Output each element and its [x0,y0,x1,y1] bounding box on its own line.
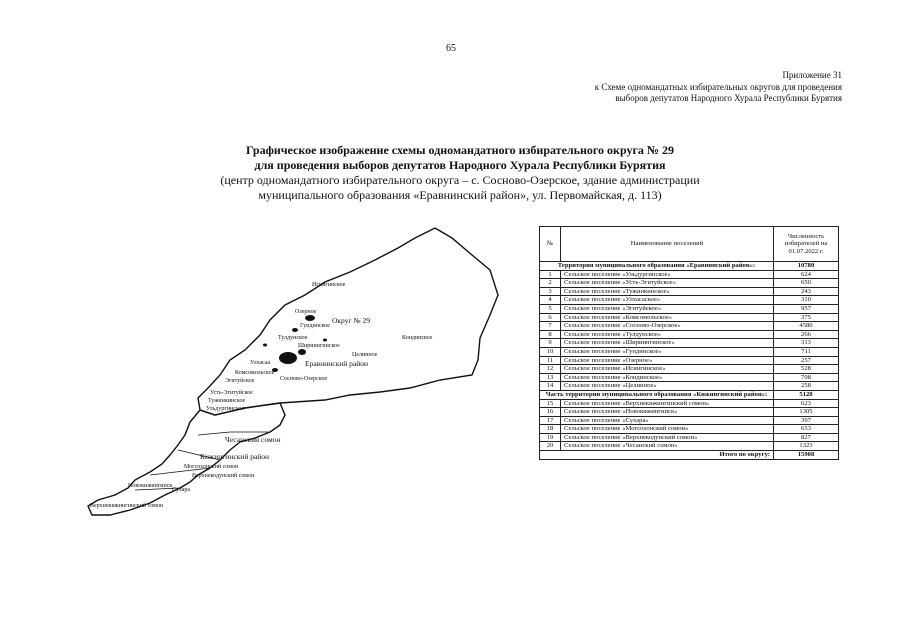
table-header-row [540,227,839,262]
row-name: Сельское поселение «Усть-Эгитуйское» [561,279,774,288]
header-voters: Численность избирателей на 01.07.2022 г. [774,227,839,262]
title-line-2: для проведения выборов депутатов Народного Хурала Республики Бурятия [254,158,666,172]
label-mogsokhonsky: Могсохонский сомон [184,464,239,470]
table-row [540,296,839,305]
group-value: 10780 [774,262,839,271]
label-uldurginskoe: Ульдургинское [206,406,245,412]
table-row [540,425,839,434]
row-number: 1 [540,270,561,279]
row-number: 11 [540,356,561,365]
table-row [540,356,839,365]
label-ozernoe: Озерное [295,309,317,315]
table-row [540,382,839,391]
label-ust-egituy: Усть-Эгитуйское [210,390,253,396]
row-name: Сельское поселение «Шириингинское» [561,339,774,348]
row-number: 19 [540,433,561,442]
row-name: Сельское поселение «Озерное» [561,356,774,365]
row-number: 6 [540,313,561,322]
table-row [540,416,839,425]
label-sukhara: Сухара [172,487,191,493]
table-row [540,442,839,451]
table-total-row [540,451,839,460]
row-value: 1305 [774,408,839,417]
table-row [540,287,839,296]
label-tuldunskoe: Тулдунское [278,335,308,341]
row-value: 624 [774,270,839,279]
row-number: 3 [540,287,561,296]
title-line-1: Графическое изображение схемы одномандатного избирательного округа № 29 [246,143,674,157]
row-number: 16 [540,408,561,417]
table-row [540,313,839,322]
row-value: 397 [774,416,839,425]
label-isinginskoe: Исингинское [312,282,346,288]
row-number: 18 [540,425,561,434]
row-value: 243 [774,287,839,296]
row-value: 313 [774,339,839,348]
label-district-29: Округ № 29 [332,316,370,325]
total-value: 15908 [774,451,839,460]
title-line-3: (центр одномандатного избирательного округа – с. Сосново-Озерское, здание администрации [220,173,700,187]
row-value: 257 [774,356,839,365]
row-number: 4 [540,296,561,305]
table-row [540,373,839,382]
label-gundinskoe: Гундинское [300,323,330,329]
appendix-line-1: Приложение 31 [782,70,842,80]
row-name: Сельское поселение «Кондинское» [561,373,774,382]
district-map-outline [80,210,510,540]
row-number: 14 [540,382,561,391]
row-name: Сельское поселение «Сосново-Озерское» [561,322,774,331]
row-number: 7 [540,322,561,331]
table-row [540,365,839,374]
settlements-table [539,226,839,460]
row-value: 528 [774,365,839,374]
row-value: 310 [774,296,839,305]
header-name: Наименование поселений [561,227,774,262]
row-name: Сельское поселение «Верхнекижингинский сомон» [561,399,774,408]
row-number: 9 [540,339,561,348]
row-value: 266 [774,330,839,339]
page-number: 65 [446,43,456,54]
row-value: 623 [774,399,839,408]
label-komsomolskoe: Комсомольское [235,370,275,376]
group-value: 5128 [774,390,839,399]
row-value: 375 [774,313,839,322]
row-name: Сельское поселение «Тулдунское» [561,330,774,339]
label-shiringinskoe: Шириингинское [298,343,340,349]
table-row [540,399,839,408]
label-ulkhasaa: Улхасаа [250,360,271,366]
row-name: Сельское поселение «Верхнекодунский сомон» [561,433,774,442]
row-name: Сельское поселение «Исингинское» [561,365,774,374]
row-value: 827 [774,433,839,442]
table-row [540,279,839,288]
table-row [540,322,839,331]
row-value: 650 [774,279,839,288]
row-number: 17 [540,416,561,425]
label-egituyskoe: Эгитуйское [225,378,255,384]
district-map [80,210,510,540]
table-row [540,304,839,313]
table-group-row [540,262,839,271]
label-kizhinginsky: Кижингинский район [200,452,270,461]
title-line-4: муниципального образования «Еравнинский район», ул. Первомайская, д. 113) [258,188,662,202]
row-number: 12 [540,365,561,374]
row-name: Сельское поселение «Гундинское» [561,347,774,356]
row-value: 1323 [774,442,839,451]
table-row [540,347,839,356]
table-row [540,270,839,279]
table-row [540,330,839,339]
row-number: 13 [540,373,561,382]
row-name: Сельское поселение «Ульдургинское» [561,270,774,279]
row-name: Сельское поселение «Сухара» [561,416,774,425]
row-value: 711 [774,347,839,356]
table-row [540,408,839,417]
row-name: Сельское поселение «Тужинкинское» [561,287,774,296]
row-value: 653 [774,425,839,434]
total-label: Итого по округу: [540,451,774,460]
row-name: Сельское поселение «Комсомольское» [561,313,774,322]
document-title [130,143,790,203]
row-name: Сельское поселение «Могсохонский сомон» [561,425,774,434]
table-group-row [540,390,839,399]
row-number: 8 [540,330,561,339]
appendix-line-2: к Схеме одномандатных избирательных округов для проведения [594,81,842,92]
label-tuzhinkinskoe: Тужинкинское [208,398,246,404]
row-number: 15 [540,399,561,408]
row-name: Сельское поселение «Новокижингинск» [561,408,774,417]
label-verkhnekizhinginsky: Верхнекижингинский сомон [90,503,164,509]
label-verkhnekodunsky: Верхнекодунский сомон [192,473,255,479]
row-name: Сельское поселение «Улхасаское» [561,296,774,305]
appendix-note [512,70,842,105]
row-number: 5 [540,304,561,313]
row-value: 957 [774,304,839,313]
row-number: 2 [540,279,561,288]
row-value: 258 [774,382,839,391]
header-num: № [540,227,561,262]
row-name: Сельское поселение «Эгитуйское» [561,304,774,313]
row-number: 10 [540,347,561,356]
appendix-line-3: выборов депутатов Народного Хурала Республики Бурятия [615,93,842,103]
label-eravninsky: Еравнинский район [305,359,368,368]
group-name: Территория муниципального образования «Еравнинский район»: [540,262,774,271]
label-tselinnoe: Целинное [352,352,378,358]
label-kondinskoe: Кондинское [402,335,433,341]
row-name: Сельское поселение «Целинное» [561,382,774,391]
group-name: Часть территории муниципального образования «Кижингинский район»: [540,390,774,399]
row-value: 708 [774,373,839,382]
table-row [540,339,839,348]
label-sosnovo-ozerskoe: Сосново-Озерское [280,376,328,382]
row-value: 4580 [774,322,839,331]
row-name: Сельское поселение «Чесанский сомон» [561,442,774,451]
table-row [540,433,839,442]
label-novokizhinginsk: Новокижингинск [128,483,173,489]
label-chesansky: Чесанский сомон [225,435,281,444]
row-number: 20 [540,442,561,451]
